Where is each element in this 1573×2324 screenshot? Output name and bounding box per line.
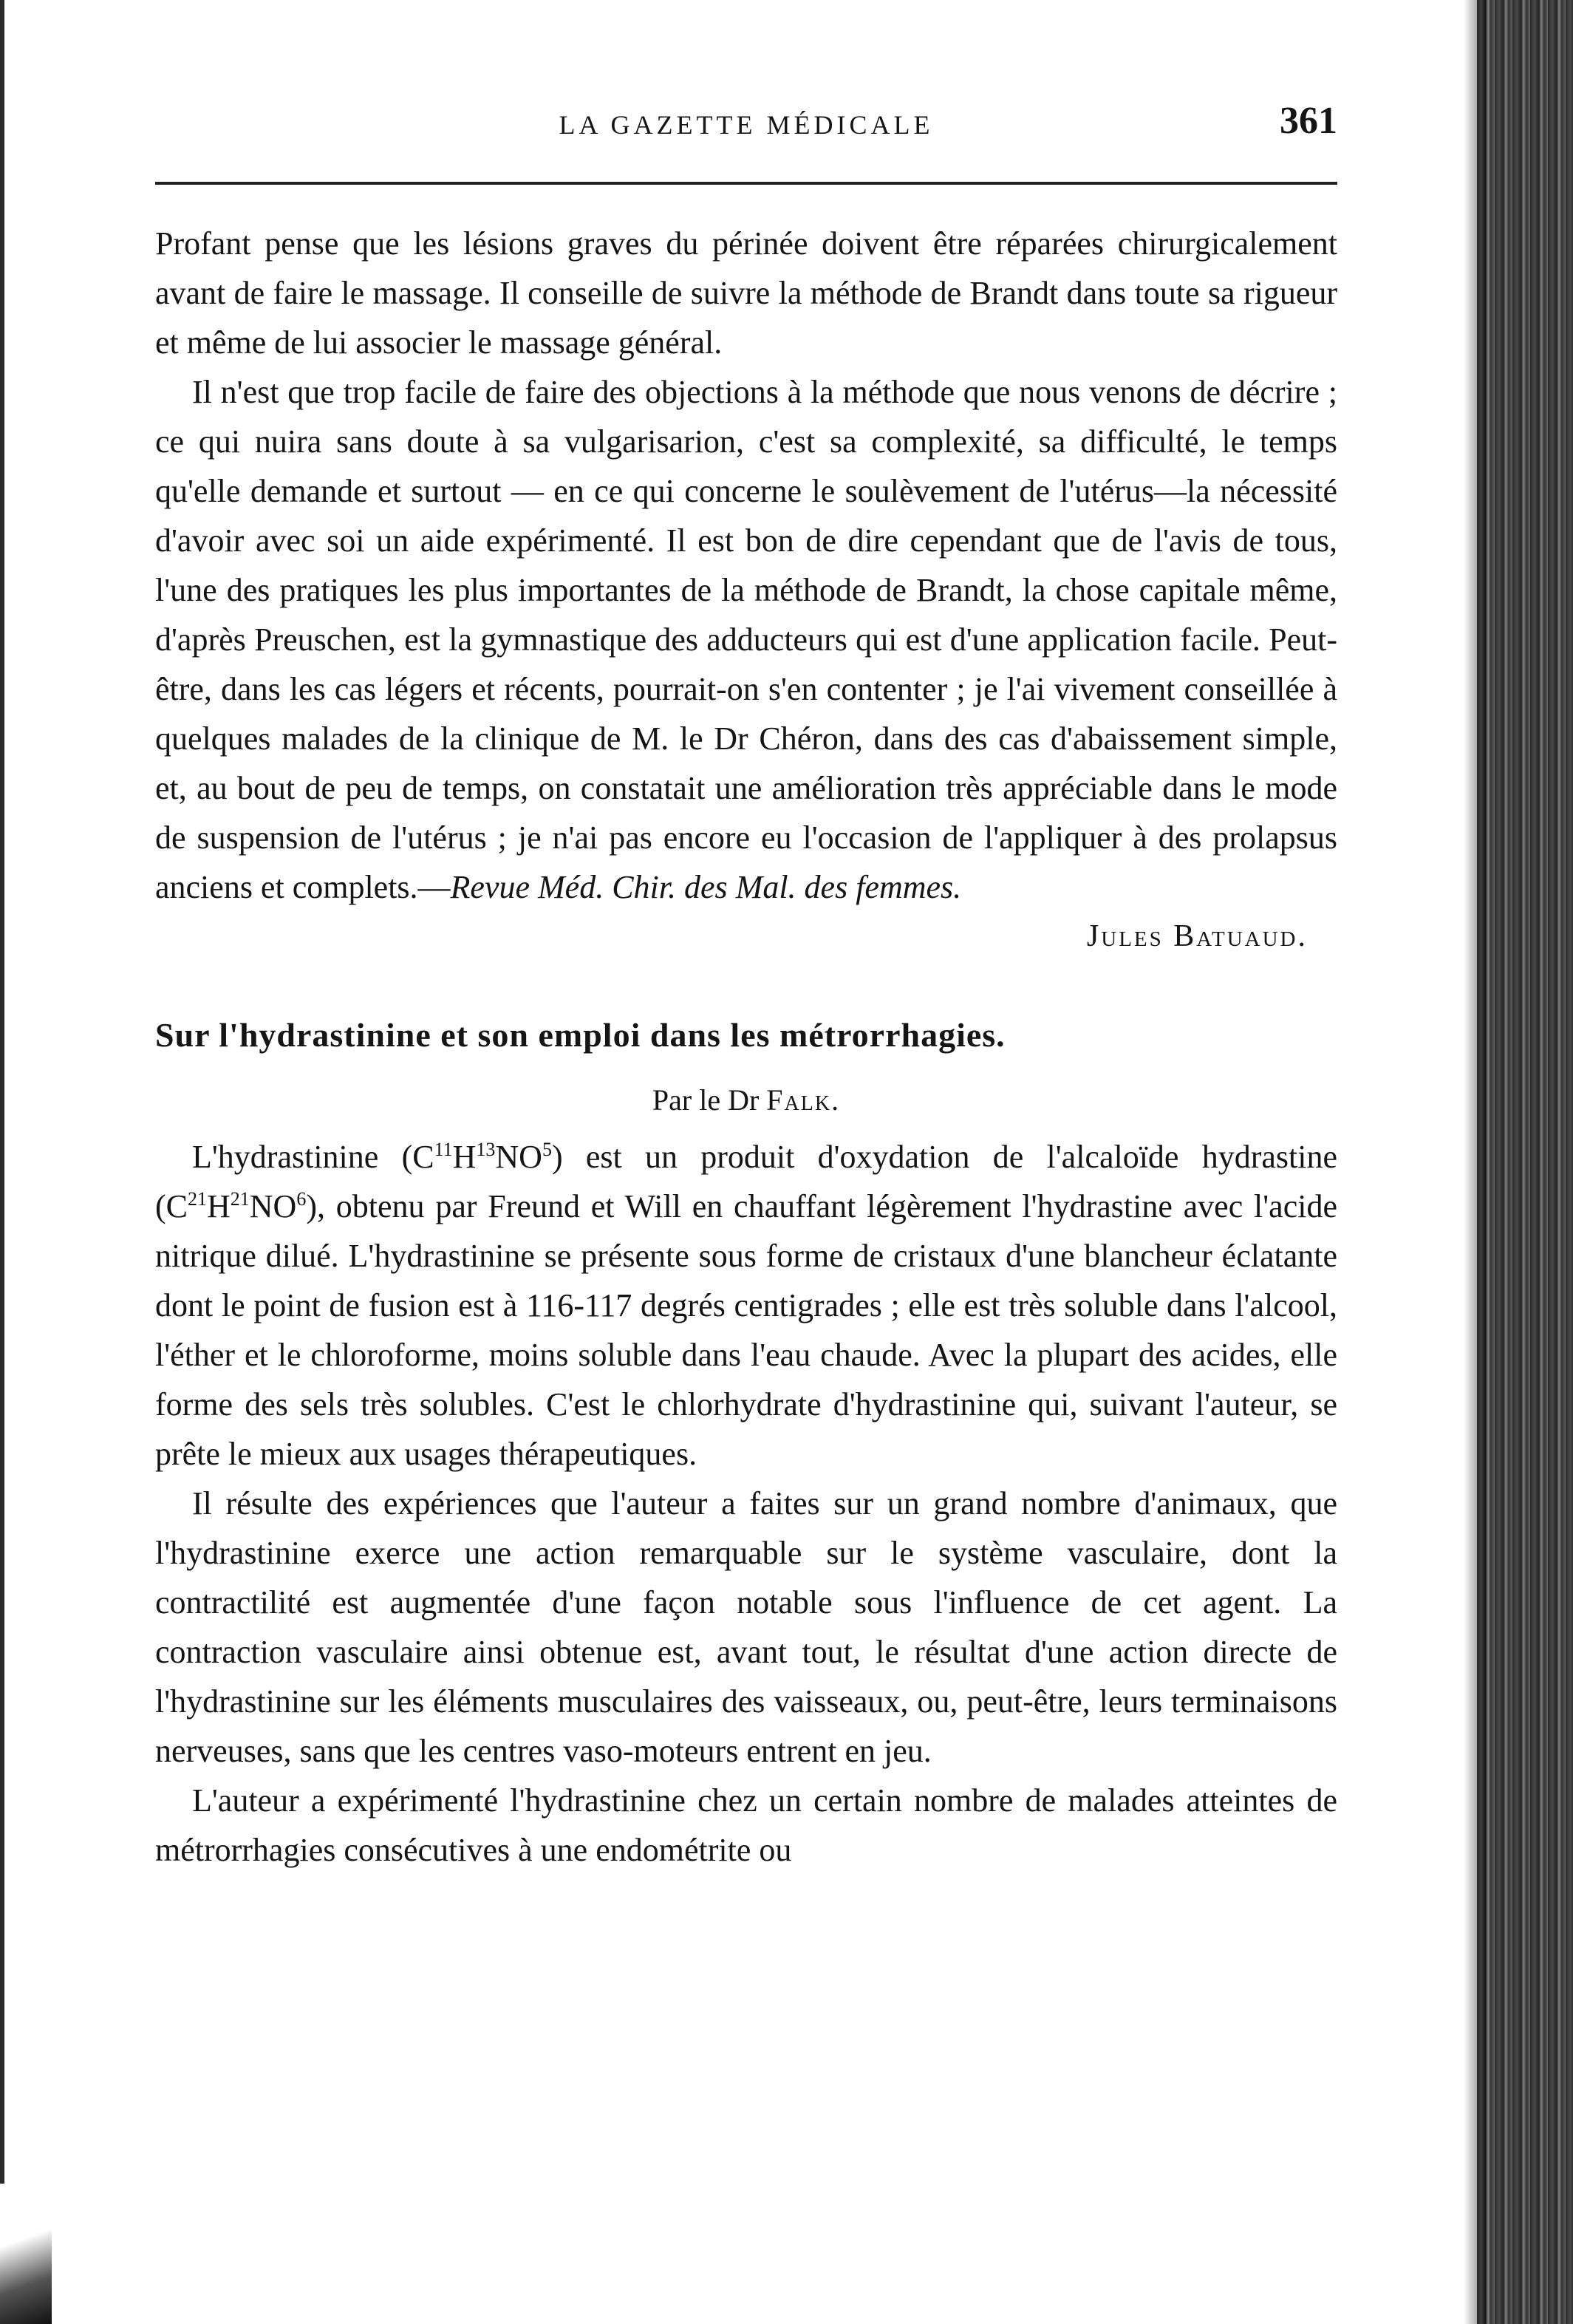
article1-paragraph-1: Profant pense que les lésions graves du périnée doivent être réparées chirurgicalement avant de faire le massage. Il conseille de suivre la méthode de Brandt dans toute sa rigueur et même de lui associer le massage général. xyxy=(155,225,1337,361)
article2-title: Sur l'hydrastinine et son emploi dans les métrorrhagies. xyxy=(155,1016,1006,1054)
article1-paragraph-2 xyxy=(155,367,1337,912)
journal-title: LA GAZETTE MÉDICALE xyxy=(559,110,934,140)
article1-paragraph-2-text: Il n'est que trop facile de faire des objections à la méthode que nous venons de décrire ; ce qui nuira sans doute à sa vulgarisarion, c'est sa complexité, sa difficulté, le temps qu'elle demande et surtout — en ce qui concerne le soulèvement de l'utérus—la nécessité d'avoir avec soi un aide expérimenté. Il est bon de dire cependant que de l'avis de tous, l'une des pratiques les plus importantes de la méthode de Brandt, la chose capitale même, d'après Preuschen, est la gymnastique des adducteurs qui est d'une application facile. Peut-être, dans les cas légers et récents, pourrait-on s'en contenter ; je l'ai vivement conseillée à quelques malades de la clinique de M. le Dr Chéron, dans des cas d'abaissement simple, et, au bout de peu de temps, on constatait une amélioration très appréciable dans le mode de suspension de l'utérus ; je n'ai pas encore eu l'occasion de l'appliquer à des prolapsus anciens et complets. xyxy=(155,374,1337,905)
formula-subscript: 13 xyxy=(476,1139,496,1160)
article2-byline xyxy=(155,1074,1337,1126)
scan-left-edge xyxy=(0,0,4,2324)
formula-text: NO xyxy=(249,1188,297,1224)
byline-prefix: Par le Dr xyxy=(652,1083,760,1117)
article2-paragraph-2: Il résulte des expériences que l'auteur a faites sur un grand nombre d'animaux, que l'hydrastinine exerce une action remarquable sur le système vasculaire, dont la contractilité est augmentée d'une façon notable sous l'influence de cet agent. La contraction vasculaire ainsi obtenue est, avant tout, le résultat d'une action directe de l'hydrastinine sur les éléments musculaires des vaisseaux, ou, peut-être, leurs terminaisons nerveuses, sans que les centres vaso-moteurs entrent en jeu. xyxy=(155,1485,1337,1769)
scan-corner-shadow xyxy=(0,2184,52,2324)
article1-signature: Jules Batuaud. xyxy=(1086,919,1308,953)
formula-text: H xyxy=(452,1139,477,1175)
formula-text: NO xyxy=(495,1139,542,1175)
citation-dash: — xyxy=(417,869,451,905)
article2-paragraph-1 xyxy=(155,1132,1337,1479)
byline-author: Falk. xyxy=(766,1083,841,1117)
formula-text: L'hydrastinine (C xyxy=(192,1139,434,1175)
formula-subscript: 21 xyxy=(188,1188,207,1210)
header-rule xyxy=(155,182,1337,185)
page-body xyxy=(155,96,1337,1875)
book-spine xyxy=(1477,0,1573,2324)
formula-subscript: 21 xyxy=(230,1188,250,1210)
formula-subscript: 6 xyxy=(296,1188,307,1210)
article1-citation: Revue Méd. Chir. des Mal. des femmes. xyxy=(450,869,962,905)
formula-subscript: 11 xyxy=(434,1139,453,1160)
paragraph-text: ), obtenu par Freund et Will en chauffant légèrement l'hydrastine avec l'acide nitrique dilué. L'hydrastinine se présente sous forme de cristaux d'une blancheur éclatante dont le point de fusion est à 116-117 degrés centigrades ; elle est très soluble dans l'alcool, l'éther et le chloroforme, moins soluble dans l'eau chaude. Avec la plupart des acides, elle forme des sels très solubles. C'est le chlorhydrate d'hydrastinine qui, suivant l'auteur, se prête le mieux aux usages thérapeutiques. xyxy=(155,1188,1337,1472)
article2-paragraph-3: L'auteur a expérimenté l'hydrastinine chez un certain nombre de malades atteintes de métrorrhagies consécutives à une endométrite ou xyxy=(155,1782,1337,1868)
page-number: 361 xyxy=(1280,100,1337,142)
running-head xyxy=(155,96,1337,155)
formula-subscript: 5 xyxy=(542,1139,552,1160)
formula-text: H xyxy=(207,1188,231,1224)
formula-text: ) est un produit d'oxydation de l'alcaloïde hydrastine (C xyxy=(155,1139,1337,1224)
